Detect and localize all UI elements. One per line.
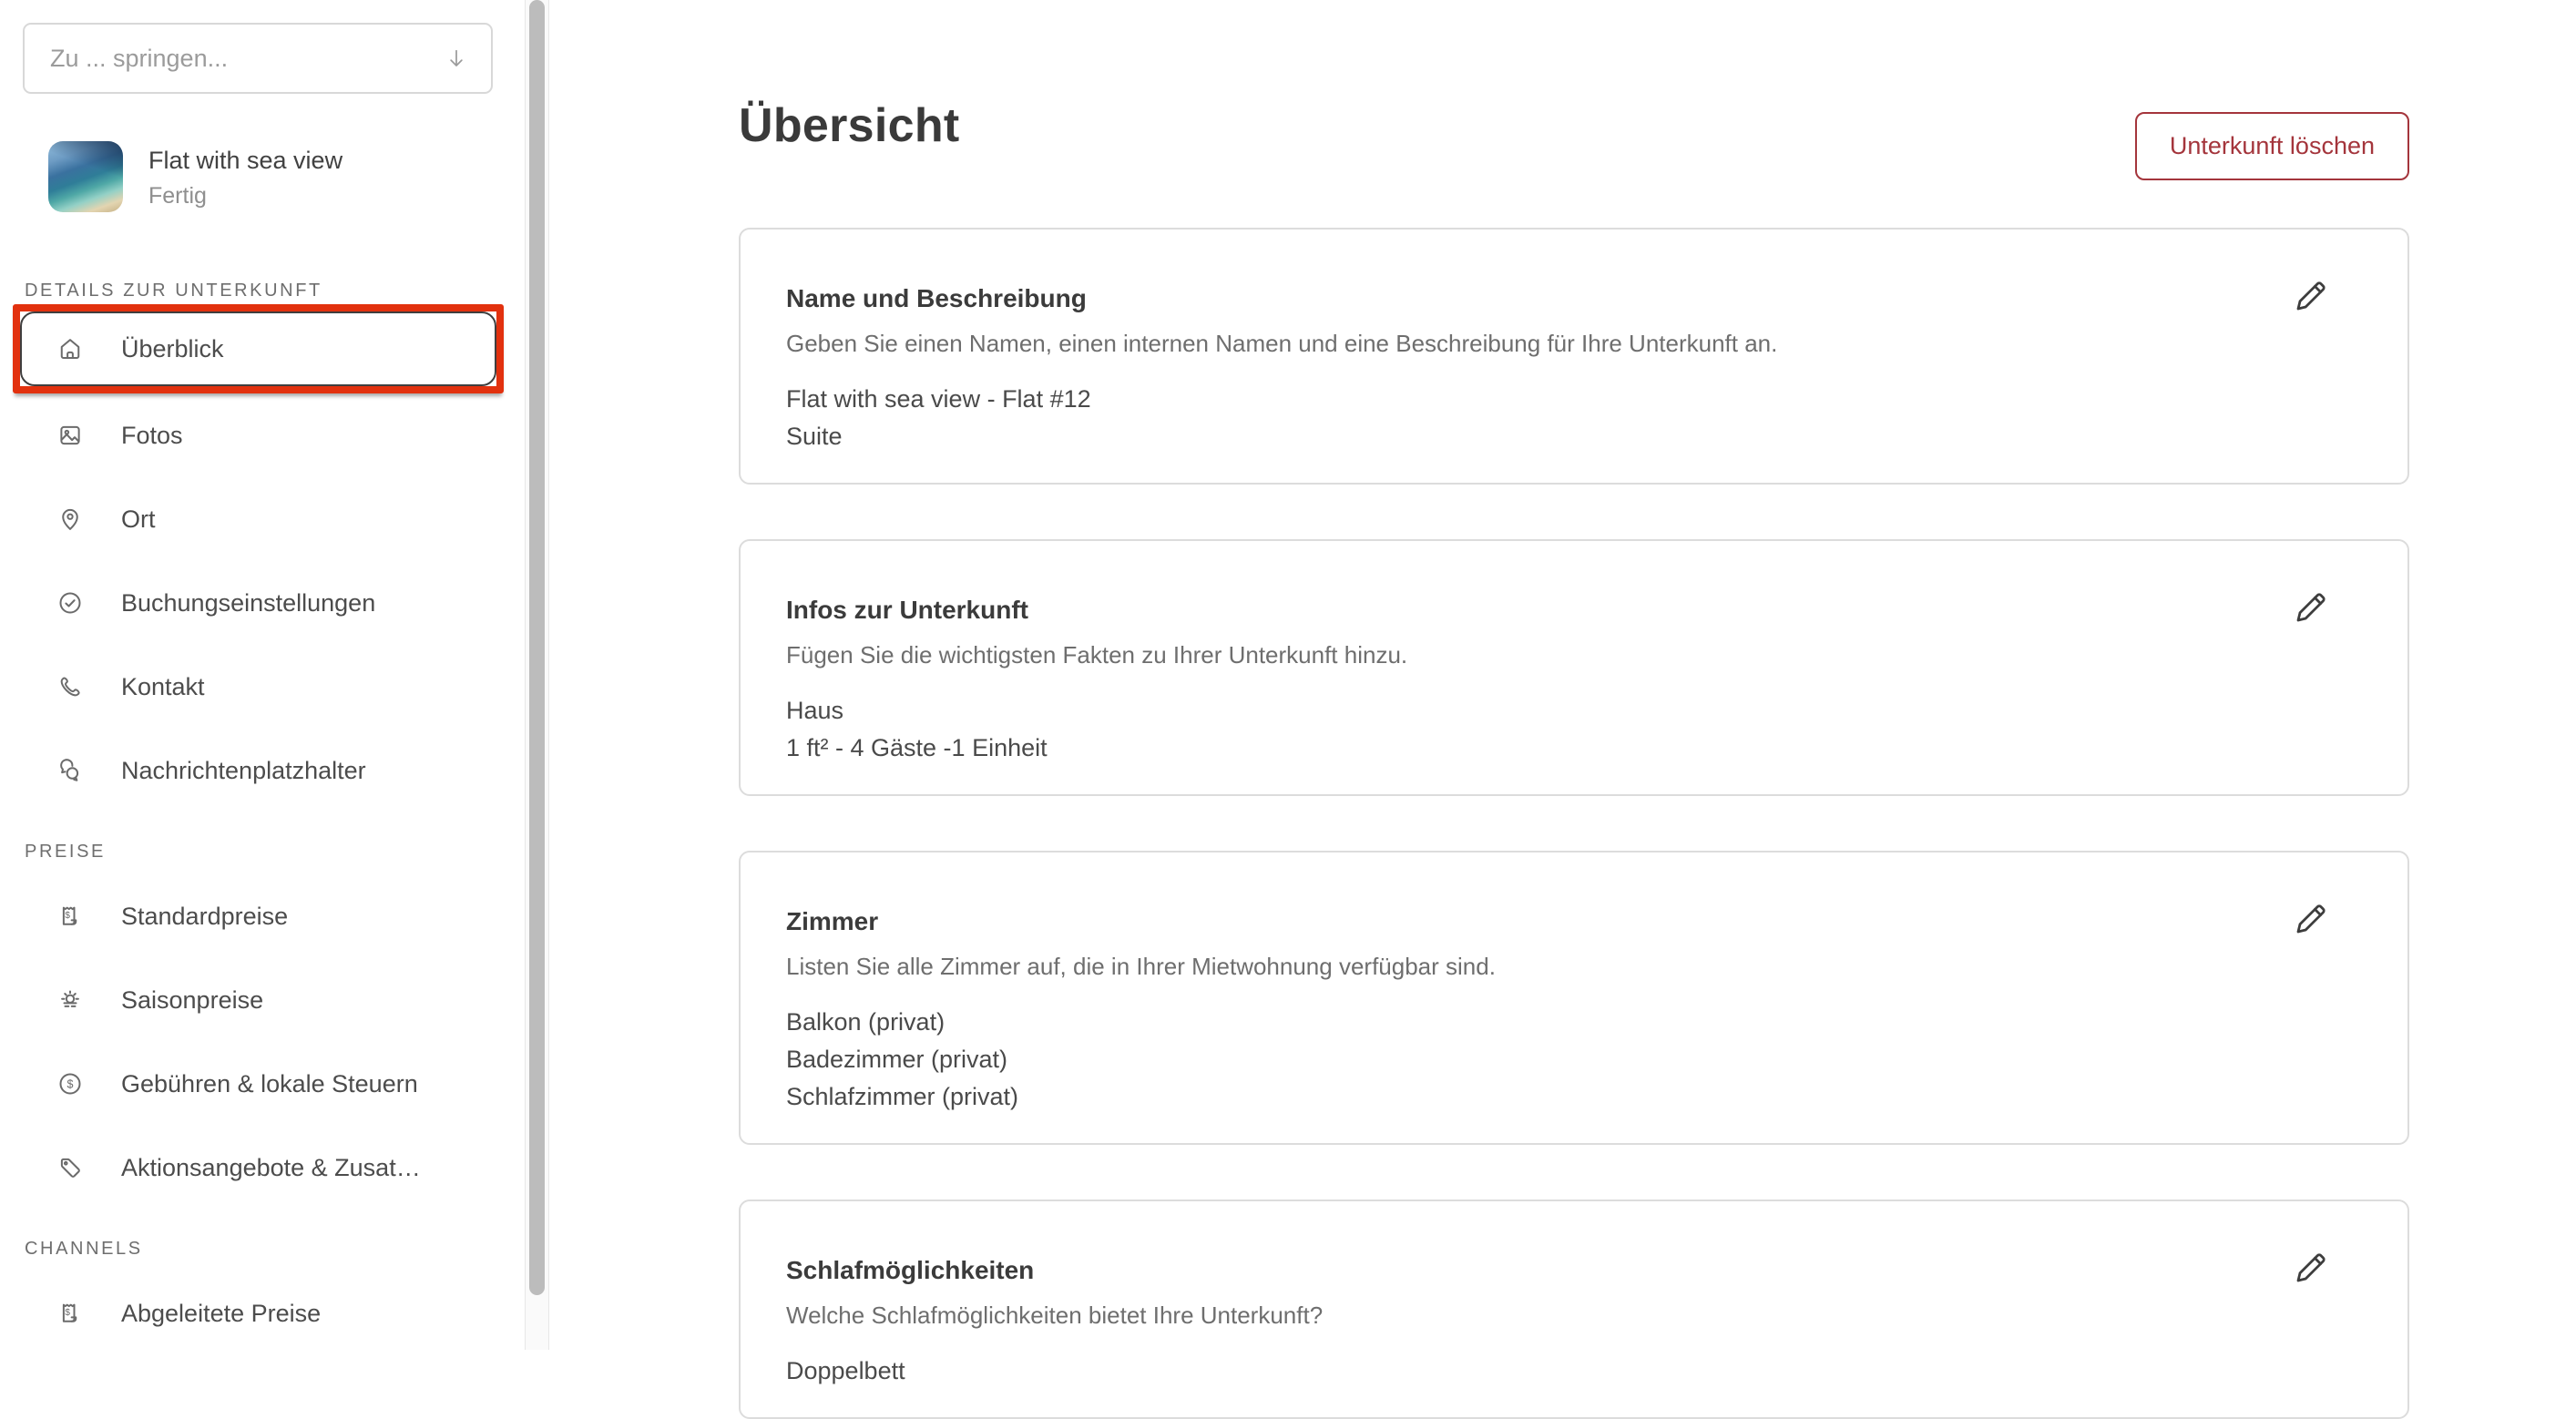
- sidebar-item-abgeleitete-preise[interactable]: [0, 1271, 525, 1355]
- pencil-icon: [2289, 1246, 2338, 1290]
- sidebar-item-label: Aktionsangebote & Zusat…: [121, 1153, 421, 1181]
- tag-icon: [56, 1154, 84, 1181]
- card-value: Flat with sea view - Flat #12: [786, 385, 1091, 413]
- cards-list: [739, 228, 2409, 1419]
- sun-icon: [56, 986, 84, 1014]
- card-description: Geben Sie einen Namen, einen internen Namen und eine Beschreibung für Ihre Unterkunft an.: [786, 330, 1778, 357]
- dollar-circle-icon: [56, 1070, 84, 1097]
- svg-text:$: $: [66, 1077, 74, 1091]
- sidebar-item-saisonpreise[interactable]: [0, 958, 525, 1042]
- location-pin-icon: [56, 505, 84, 533]
- card-value: Doppelbett: [786, 1357, 905, 1384]
- edit-infos-zur-unterkunft-button[interactable]: [2289, 583, 2338, 632]
- property-name: Flat with sea view: [148, 146, 343, 174]
- card-value: Badezimmer (privat): [786, 1046, 1008, 1073]
- card-values: [786, 1004, 2234, 1116]
- delete-property-button[interactable]: Unterkunft löschen: [2135, 112, 2409, 180]
- home-icon: [56, 335, 84, 362]
- nav-section-label: PREISE: [25, 842, 106, 862]
- sidebar-item-label: Ort: [121, 505, 156, 533]
- card-schlafmoglichkeiten: [739, 1200, 2409, 1419]
- edit-name-und-beschreibung-button[interactable]: [2289, 271, 2338, 321]
- sidebar-item-label: Fotos: [121, 421, 183, 449]
- card-infos-zur-unterkunft: [739, 539, 2409, 796]
- sidebar-item-ort[interactable]: [0, 477, 525, 561]
- page-title: Übersicht: [739, 99, 960, 152]
- card-description: Welche Schlafmöglichkeiten bietet Ihre Unterkunft?: [786, 1302, 1324, 1329]
- card-value: Suite: [786, 423, 843, 450]
- receipt-icon: [56, 903, 84, 930]
- sidebar-item-label: Gebühren & lokale Steuern: [121, 1069, 418, 1097]
- card-title: Zimmer: [786, 907, 879, 935]
- card-title: Schlafmöglichkeiten: [786, 1256, 1035, 1284]
- property-summary[interactable]: [48, 141, 506, 212]
- sidebar-item-label: Buchungseinstellungen: [121, 588, 376, 617]
- jump-to-placeholder: Zu ... springen...: [50, 44, 229, 72]
- arrow-down-icon: [442, 44, 471, 73]
- sidebar-item-label: Kontakt: [121, 672, 205, 700]
- main-header: [739, 89, 2409, 180]
- edit-schlafmoglichkeiten-button[interactable]: [2289, 1243, 2338, 1292]
- sidebar-item-label: Nachrichtenplatzhalter: [121, 756, 366, 784]
- annotation-highlight: [13, 304, 504, 393]
- pencil-icon: [2289, 586, 2338, 629]
- chat-bubbles-icon: [56, 757, 84, 784]
- phone-icon: [56, 673, 84, 700]
- card-description: Fügen Sie die wichtigsten Fakten zu Ihrer Unterkunft hinzu.: [786, 641, 1408, 669]
- sidebar-item-nachrichtenplatzhalter[interactable]: [0, 729, 525, 812]
- sidebar-item-aktionsangebote-zusat[interactable]: [0, 1126, 525, 1210]
- sidebar-nav: [0, 279, 525, 1355]
- sidebar-item-label: Saisonpreise: [121, 985, 264, 1014]
- sidebar-scrollbar-track[interactable]: [525, 0, 549, 1350]
- sidebar-scrollbar-thumb[interactable]: [529, 0, 545, 1295]
- svg-text:$: $: [65, 911, 70, 921]
- pencil-icon: [2289, 897, 2338, 941]
- card-title: Name und Beschreibung: [786, 284, 1087, 312]
- nav-section-label: CHANNELS: [25, 1239, 143, 1259]
- property-text: [148, 146, 342, 209]
- receipt-icon: [56, 1300, 84, 1327]
- main-content: [549, 0, 2576, 1384]
- sidebar-item-label: Standardpreise: [121, 902, 289, 930]
- sidebar-item-label: Überblick: [121, 334, 224, 362]
- svg-text:$: $: [65, 1308, 70, 1318]
- property-status: Fertig: [148, 182, 207, 209]
- card-value: Balkon (privat): [786, 1008, 946, 1036]
- sidebar-item-buchungseinstellungen[interactable]: [0, 561, 525, 645]
- sidebar-item-kontakt[interactable]: [0, 645, 525, 729]
- property-thumbnail: [48, 141, 123, 212]
- nav-section-label: DETAILS ZUR UNTERKUNFT: [25, 281, 322, 301]
- card-zimmer: [739, 851, 2409, 1145]
- card-value: Haus: [786, 697, 844, 724]
- sidebar-item-gebuhren-lokale-steuern[interactable]: [0, 1042, 525, 1126]
- edit-zimmer-button[interactable]: [2289, 894, 2338, 944]
- pencil-icon: [2289, 274, 2338, 318]
- card-name-und-beschreibung: [739, 228, 2409, 485]
- card-description: Listen Sie alle Zimmer auf, die in Ihrer Mietwohnung verfügbar sind.: [786, 953, 1496, 980]
- card-values: [786, 1353, 2234, 1390]
- card-values: [786, 692, 2234, 767]
- card-title: Infos zur Unterkunft: [786, 596, 1028, 624]
- card-value: 1 ft² - 4 Gäste -1 Einheit: [786, 734, 1048, 761]
- sidebar-item-standardpreise[interactable]: [0, 874, 525, 958]
- jump-to-select[interactable]: [23, 23, 493, 94]
- sidebar-item-uberblick[interactable]: [20, 311, 496, 386]
- sidebar: [0, 0, 525, 1350]
- sidebar-item-fotos[interactable]: [0, 393, 525, 477]
- check-circle-icon: [56, 589, 84, 617]
- card-value: Schlafzimmer (privat): [786, 1083, 1019, 1110]
- card-values: [786, 381, 2234, 455]
- sidebar-item-label: Abgeleitete Preise: [121, 1299, 322, 1327]
- photo-icon: [56, 422, 84, 449]
